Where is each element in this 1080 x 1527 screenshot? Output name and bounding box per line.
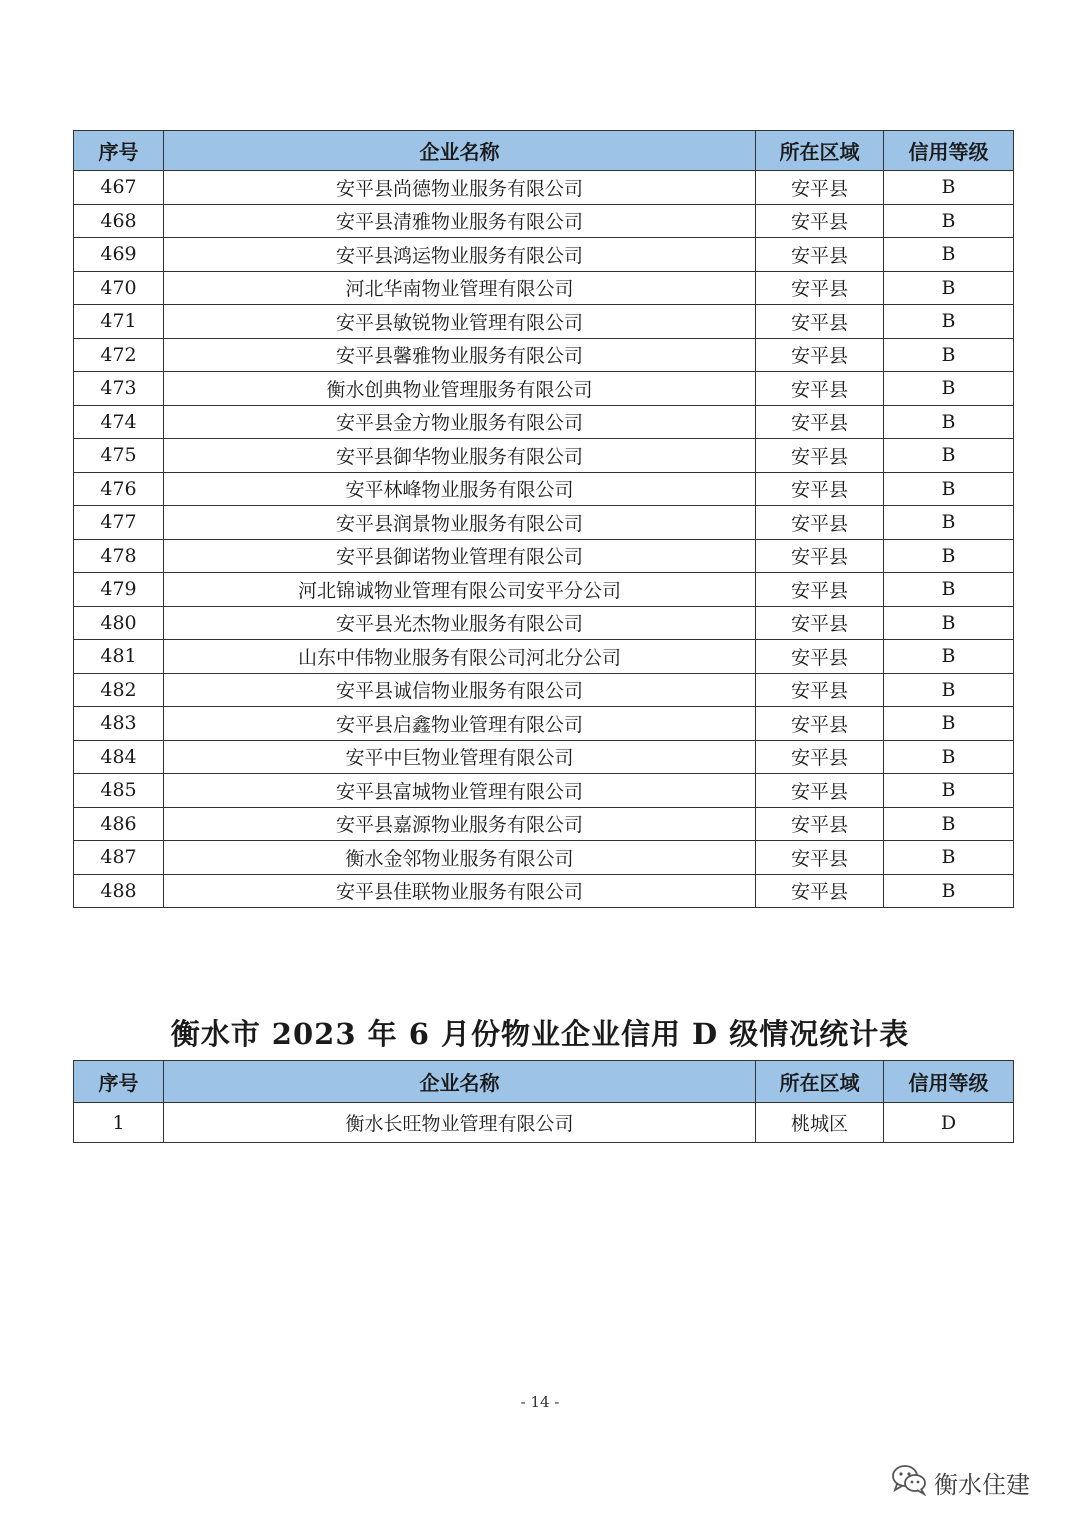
- cell-region: 安平县: [756, 472, 884, 506]
- cell-company-name: 安平县御诺物业管理有限公司: [164, 539, 756, 573]
- cell-index: 476: [74, 472, 164, 506]
- table-row: [74, 807, 1014, 841]
- cell-index: 470: [74, 271, 164, 305]
- cell-company-name: 安平县富城物业管理有限公司: [164, 774, 756, 808]
- cell-region: 安平县: [756, 338, 884, 372]
- cell-region: 安平县: [756, 405, 884, 439]
- table-row: [74, 841, 1014, 875]
- watermark-text: 衡水住建: [934, 1470, 1030, 1499]
- table-row: [74, 171, 1014, 205]
- cell-company-name: 安平县光杰物业服务有限公司: [164, 606, 756, 640]
- cell-credit-level: B: [884, 874, 1014, 908]
- cell-credit-level: B: [884, 606, 1014, 640]
- cell-credit-level: B: [884, 740, 1014, 774]
- cell-credit-level: B: [884, 238, 1014, 272]
- table-row: [74, 874, 1014, 908]
- table-row: [74, 204, 1014, 238]
- cell-company-name: 衡水创典物业管理服务有限公司: [164, 372, 756, 406]
- watermark: [890, 1462, 1030, 1502]
- cell-region: 安平县: [756, 238, 884, 272]
- table-row: [74, 439, 1014, 473]
- cell-credit-level: B: [884, 841, 1014, 875]
- cell-region: 安平县: [756, 874, 884, 908]
- table-row: [74, 774, 1014, 808]
- table-row: [74, 640, 1014, 674]
- header-region: 所在区域: [756, 131, 884, 171]
- cell-credit-level: B: [884, 774, 1014, 808]
- table-body: [74, 1103, 1014, 1143]
- header-credit-level: 信用等级: [884, 1061, 1014, 1103]
- table-row: [74, 238, 1014, 272]
- cell-region: 安平县: [756, 439, 884, 473]
- cell-credit-level: B: [884, 640, 1014, 674]
- cell-index: 483: [74, 707, 164, 741]
- cell-credit-level: B: [884, 472, 1014, 506]
- cell-index: 474: [74, 405, 164, 439]
- cell-region: 安平县: [756, 372, 884, 406]
- cell-index: 472: [74, 338, 164, 372]
- header-index: 序号: [74, 1061, 164, 1103]
- credit-d-table: [73, 1060, 1014, 1143]
- cell-company-name: 河北华南物业管理有限公司: [164, 271, 756, 305]
- cell-credit-level: B: [884, 807, 1014, 841]
- cell-credit-level: B: [884, 305, 1014, 339]
- cell-credit-level: B: [884, 539, 1014, 573]
- cell-region: 安平县: [756, 740, 884, 774]
- cell-company-name: 安平县清雅物业服务有限公司: [164, 204, 756, 238]
- cell-credit-level: B: [884, 573, 1014, 607]
- table-row: [74, 271, 1014, 305]
- table-row: [74, 673, 1014, 707]
- cell-credit-level: B: [884, 673, 1014, 707]
- cell-index: 1: [74, 1103, 164, 1143]
- table-row: [74, 606, 1014, 640]
- table-row: [74, 573, 1014, 607]
- header-company-name: 企业名称: [164, 1061, 756, 1103]
- cell-region: 安平县: [756, 606, 884, 640]
- cell-company-name: 安平县金方物业服务有限公司: [164, 405, 756, 439]
- cell-company-name: 安平县佳联物业服务有限公司: [164, 874, 756, 908]
- cell-credit-level: B: [884, 439, 1014, 473]
- table-row: [74, 539, 1014, 573]
- cell-company-name: 安平县鸿运物业服务有限公司: [164, 238, 756, 272]
- cell-region: 安平县: [756, 271, 884, 305]
- cell-region: 安平县: [756, 305, 884, 339]
- wechat-icon: [890, 1462, 928, 1502]
- cell-index: 469: [74, 238, 164, 272]
- table-header-row: [74, 1061, 1014, 1103]
- cell-region: 安平县: [756, 539, 884, 573]
- table-row: [74, 405, 1014, 439]
- table-row: [74, 707, 1014, 741]
- cell-region: 桃城区: [756, 1103, 884, 1143]
- credit-b-table: [73, 130, 1014, 908]
- cell-index: 480: [74, 606, 164, 640]
- table-row: [74, 472, 1014, 506]
- cell-credit-level: B: [884, 338, 1014, 372]
- cell-company-name: 安平县馨雅物业服务有限公司: [164, 338, 756, 372]
- section-title: 衡水市 2023 年 6 月份物业企业信用 D 级情况统计表: [170, 1017, 910, 1051]
- cell-index: 481: [74, 640, 164, 674]
- cell-credit-level: B: [884, 707, 1014, 741]
- table-row: [74, 506, 1014, 540]
- cell-company-name: 安平县启鑫物业管理有限公司: [164, 707, 756, 741]
- cell-region: 安平县: [756, 204, 884, 238]
- table-body: [74, 171, 1014, 908]
- cell-index: 468: [74, 204, 164, 238]
- cell-company-name: 衡水长旺物业管理有限公司: [164, 1103, 756, 1143]
- cell-index: 473: [74, 372, 164, 406]
- cell-index: 478: [74, 539, 164, 573]
- cell-company-name: 安平县御华物业服务有限公司: [164, 439, 756, 473]
- table-row: [74, 1103, 1014, 1143]
- cell-company-name: 山东中伟物业服务有限公司河北分公司: [164, 640, 756, 674]
- cell-region: 安平县: [756, 506, 884, 540]
- cell-company-name: 安平县尚德物业服务有限公司: [164, 171, 756, 205]
- cell-index: 484: [74, 740, 164, 774]
- cell-index: 471: [74, 305, 164, 339]
- cell-region: 安平县: [756, 707, 884, 741]
- cell-region: 安平县: [756, 841, 884, 875]
- table-row: [74, 338, 1014, 372]
- cell-region: 安平县: [756, 640, 884, 674]
- table-header-row: [74, 131, 1014, 171]
- page-number: - 14 -: [520, 1393, 560, 1411]
- cell-region: 安平县: [756, 573, 884, 607]
- cell-company-name: 安平县敏锐物业管理有限公司: [164, 305, 756, 339]
- header-credit-level: 信用等级: [884, 131, 1014, 171]
- cell-index: 485: [74, 774, 164, 808]
- cell-credit-level: B: [884, 171, 1014, 205]
- cell-index: 467: [74, 171, 164, 205]
- cell-region: 安平县: [756, 774, 884, 808]
- table-row: [74, 372, 1014, 406]
- cell-index: 479: [74, 573, 164, 607]
- header-region: 所在区域: [756, 1061, 884, 1103]
- cell-company-name: 安平县润景物业服务有限公司: [164, 506, 756, 540]
- cell-index: 488: [74, 874, 164, 908]
- cell-credit-level: B: [884, 271, 1014, 305]
- cell-credit-level: D: [884, 1103, 1014, 1143]
- cell-company-name: 安平县诚信物业服务有限公司: [164, 673, 756, 707]
- cell-region: 安平县: [756, 171, 884, 205]
- cell-credit-level: B: [884, 506, 1014, 540]
- cell-company-name: 安平中巨物业管理有限公司: [164, 740, 756, 774]
- cell-credit-level: B: [884, 405, 1014, 439]
- cell-company-name: 河北锦诚物业管理有限公司安平分公司: [164, 573, 756, 607]
- cell-region: 安平县: [756, 673, 884, 707]
- header-index: 序号: [74, 131, 164, 171]
- cell-index: 477: [74, 506, 164, 540]
- cell-region: 安平县: [756, 807, 884, 841]
- cell-credit-level: B: [884, 372, 1014, 406]
- table-row: [74, 305, 1014, 339]
- cell-company-name: 衡水金邻物业服务有限公司: [164, 841, 756, 875]
- cell-index: 482: [74, 673, 164, 707]
- cell-index: 475: [74, 439, 164, 473]
- cell-company-name: 安平县嘉源物业服务有限公司: [164, 807, 756, 841]
- table-row: [74, 740, 1014, 774]
- cell-company-name: 安平林峰物业服务有限公司: [164, 472, 756, 506]
- cell-credit-level: B: [884, 204, 1014, 238]
- cell-index: 486: [74, 807, 164, 841]
- cell-index: 487: [74, 841, 164, 875]
- header-company-name: 企业名称: [164, 131, 756, 171]
